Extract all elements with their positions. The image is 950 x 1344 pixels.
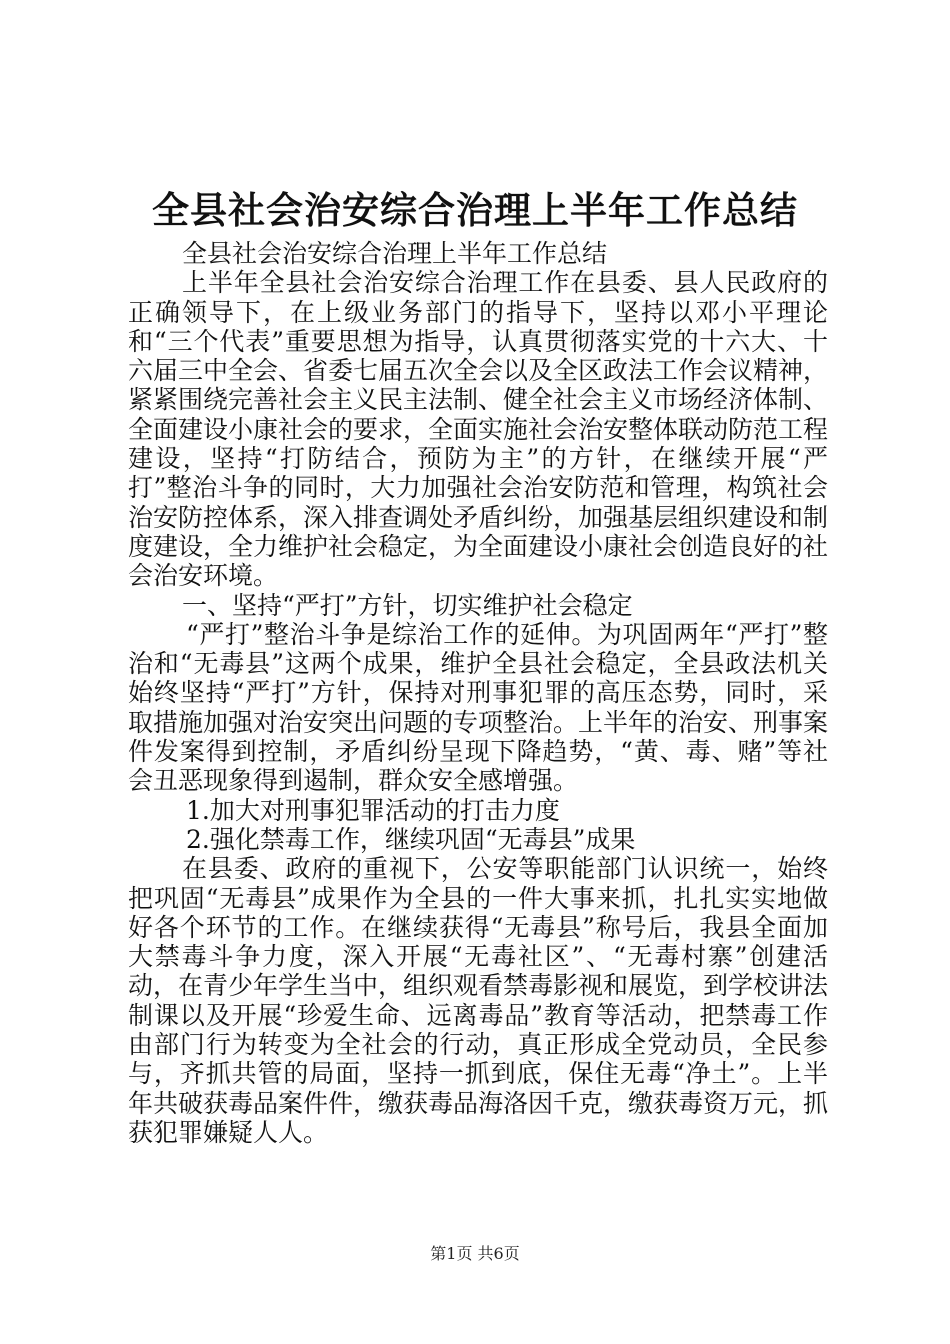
section-1-paragraph: “严打”整治斗争是综治工作的延伸。为巩固两年“严打”整治和“无毒县”这两个成果，维护全县社会稳定，全县政法机关始终坚持“严打”方针，保持对刑事犯罪的高压态势，同时，采取措施加强对治安突出问题的专项整治。上半年的治安、刑事案件发案得到控制，矛盾纠纷呈现下降趋势，“黄、毒、赌”等社会丑恶现象得到遏制，群众安全感增强。 [128,619,829,796]
document-title: 全县社会治安综合治理上半年工作总结 [152,188,798,232]
subtitle-paragraph: 全县社会治安综合治理上半年工作总结 [182,239,608,268]
list-item-1: 1.加大对刑事犯罪活动的打击力度 [186,795,560,825]
intro-paragraph: 上半年全县社会治安综合治理工作在县委、县人民政府的正确领导下，在上级业务部门的指导下，坚持以邓小平理论和“三个代表”重要思想为指导，认真贯彻落实党的十六大、十六届三中全会、省委七届五次全会以及全区政法工作会议精神，紧紧围绕完善社会主义民主法制、健全社会主义市场经济体制、全面建设小康社会的要求，全面实施社会治安整体联动防范工程建设，坚持“打防结合，预防为主”的方针，在继续开展“严打”整治斗争的同时，大力加强社会治安防范和管理，构筑社会治安防控体系，深入排查调处矛盾纠纷，加强基层组织建设和制度建设，全力维护社会稳定，为全面建设小康社会创造良好的社会治安环境。 [128,268,829,591]
drug-control-paragraph: 在县委、政府的重视下，公安等职能部门认识统一，始终把巩固“无毒县”成果作为全县的一件大事来抓，扎扎实实地做好各个环节的工作。在继续获得“无毒县”称号后，我县全面加大禁毒斗争力度，深入开展“无毒社区”、“无毒村寨”创建活动，在青少年学生当中，组织观看禁毒影视和展览，到学校讲法制课以及开展“珍爱生命、远离毒品”教育等活动，把禁毒工作由部门行为转变为全社会的行动，真正形成全党动员，全民参与，齐抓共管的局面，坚持一抓到底，保住无毒“净土”。上半年共破获毒品案件件，缴获毒品海洛因千克，缴获毒资万元，抓获犯罪嫌疑人人。 [128,854,829,1147]
section-heading-1: 一、坚持“严打”方针，切实维护社会稳定 [182,590,633,620]
page-indicator: 第1页 共6页 [430,1244,520,1263]
document-body [128,239,828,1147]
list-item-2: 2.强化禁毒工作，继续巩固“无毒县”成果 [186,824,636,854]
